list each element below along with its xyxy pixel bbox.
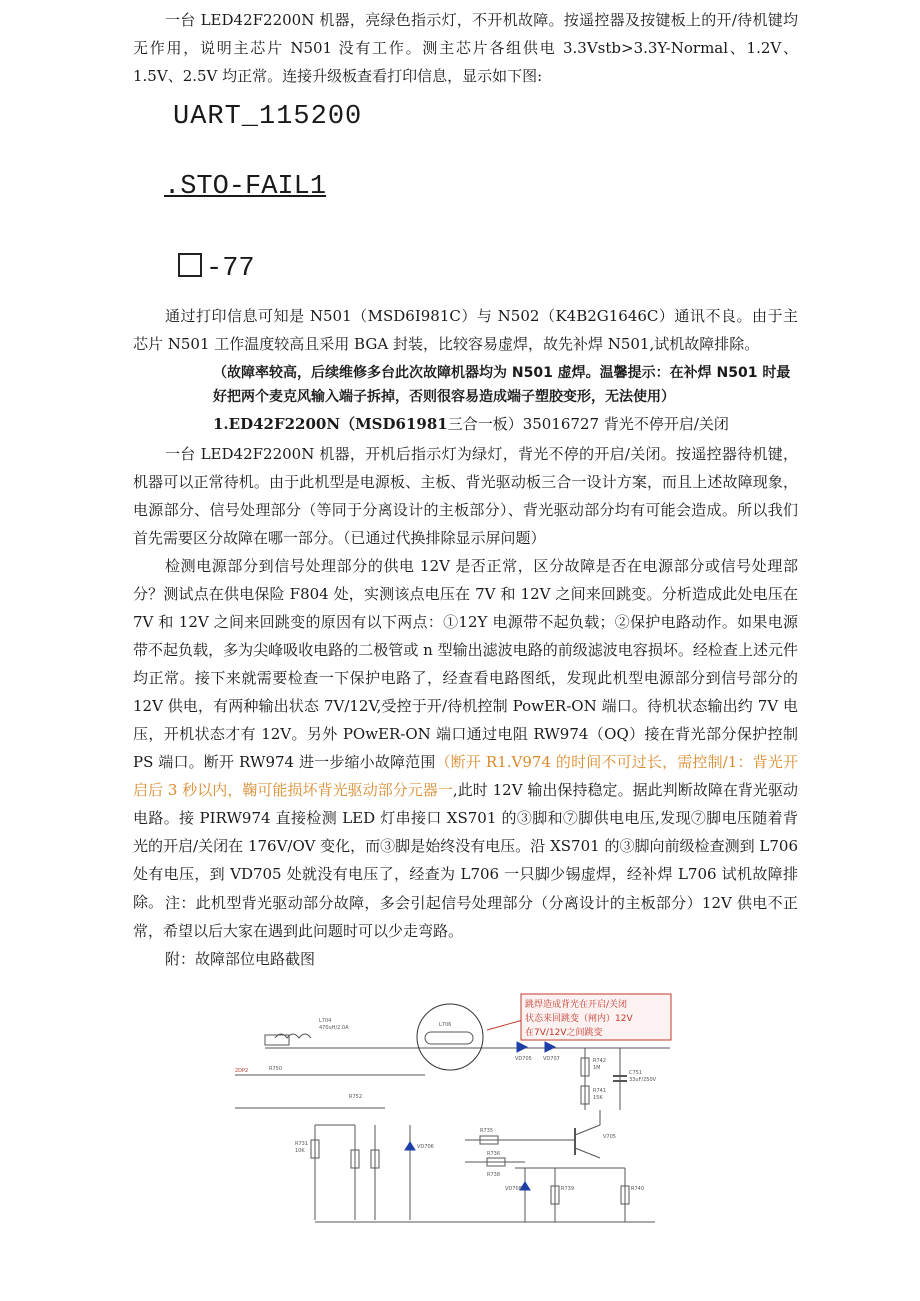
analysis-paragraph: 通过打印信息可知是 N501（MSD6I981C）与 N502（K4B2G1646C）通讯不良。由于主芯片 N501 工作温度较高且采用 BGA 封装，比较容易虚焊，故先补焊 N501,试机故障排除。 xyxy=(133,307,798,353)
case2-paragraph-2 xyxy=(133,552,798,916)
callout-line-1: 跳焊造成背光在开启/关闭 xyxy=(525,1000,628,1010)
case2-title-bold: 1.ED42F2200N（MSD61981 xyxy=(213,415,448,433)
label-vd705: VD705 xyxy=(515,1056,532,1062)
label-r752: R752 xyxy=(349,1094,363,1100)
label-vd708: VD708 xyxy=(505,1186,522,1192)
case2-p2-text-a: 检测电源部分到信号处理部分的供电 12V 是否正常，区分故障是否在电源部分或信号处理部分？测试点在供电保险 F804 处，实测该点电压在 7V 和 12V 之间来回跳变。分析造成此处电压在 7V 和 12V 之间来回跳变的原因有以下两点：①12Y 电源带不起负载；②保护电路动作。如果电源带不起负载，多为尖峰吸收电路的二极管或 n 型输出滤波电路的前级滤波电容损坏。经检查上述元件均正常。接下来就需要检查一下保护电路了，经查看电路图纸，发现此机型电源部分到信号部分的 12V 供电，有两种输出状态 7V/12V,受控于开/待机控制 PowER-ON 端口。待机状态输出约 7V 电压，开机状态才有 12V。另外 POwER-ON 端口通过电阻 RW974（OQ）接在背光部分保护控制 PS 端口。断开 RW974 进一步缩小故障范围 xyxy=(133,557,798,771)
vd706-diode-symbol xyxy=(405,1142,415,1150)
unknown-glyph-box xyxy=(178,253,202,277)
callout-line-2: 状态来回跳变（闸内）12V xyxy=(525,1014,633,1024)
vd707-diode-symbol xyxy=(545,1042,555,1052)
label-r731-value: 10K xyxy=(295,1148,305,1154)
maintenance-note: （故障率较高，后续维修多台此次故障机器均为 N501 虚焊。温馨提示：在补焊 N501 时最好把两个麦克风输入端子拆掉，否则很容易造成端子塑胶变形，无法使用） xyxy=(213,365,791,405)
label-r742: R742 xyxy=(593,1058,607,1064)
log-line-sto-fail: .STO-FAIL1 xyxy=(164,172,327,202)
label-r742-value: 1M xyxy=(593,1065,601,1071)
label-r739: R739 xyxy=(561,1186,575,1192)
label-r736: R736 xyxy=(487,1151,501,1157)
label-vd707: VD707 xyxy=(543,1056,560,1062)
vd705-diode-symbol xyxy=(517,1042,527,1052)
callout-arrow xyxy=(487,1020,523,1030)
log-line-77-text: -77 xyxy=(206,254,255,284)
label-2dp2: 2DP2 xyxy=(235,1068,249,1074)
log-line-uart: UART_115200 xyxy=(173,102,363,132)
case2-p2-text-b: ,此时 12V 输出保持稳定。据此判断故障在背光驱动电路。接 PIRW974 直接检测 LED 灯串接口 XS701 的③脚和⑦脚供电电压,发现⑦脚电压随着背光的开启/关闭在 176V/OV 变化，而③脚是始终没有电压。沿 XS701 的③脚向前级检查测到 L706 处有电压，到 VD705 处就没有电压了，经查为 L706 一只脚少锡虚焊，经补焊 L706 试机故障排除。 xyxy=(133,781,798,911)
label-c751: C751 xyxy=(629,1070,643,1076)
label-c751-value: 33uF/250V xyxy=(629,1077,657,1083)
case2-paragraph-1: 一台 LED42F2200N 机器，开机后指示灯为绿灯，背光不停的开启/关闭。按遥控器待机键，机器可以正常待机。由于此机型是电源板、主板、背光驱动板三合一设计方案，而且上述故障现象，电源部分、信号处理部分（等同于分离设计的主板部分）、背光驱动部分均有可能会造成。所以我们首先需要区分故障在哪一部分。（已通过代换排除显示屏问题） xyxy=(133,445,798,547)
label-l706: L706 xyxy=(439,1022,452,1028)
label-r738: R738 xyxy=(487,1172,501,1178)
appendix-label: 附：故障部位电路截图 xyxy=(165,950,316,968)
case2-p2-warning: （断开 R1.V974 的时间不可过长，需控制/1：背光开启后 3 秒以内，鞠可能损坏背光驱动部分元器一 xyxy=(133,753,798,799)
v705-drain xyxy=(575,1125,600,1135)
label-l704: L704 xyxy=(319,1018,332,1024)
label-r750: R750 xyxy=(269,1066,283,1072)
l706-inductor-symbol xyxy=(425,1032,473,1044)
label-r740: R740 xyxy=(631,1186,645,1192)
circuit-diagram xyxy=(225,990,675,1230)
label-l704-value: 470uH/2.0A xyxy=(319,1025,349,1031)
label-r731: R731 xyxy=(295,1141,309,1147)
label-vd706: VD706 xyxy=(417,1144,434,1150)
log-line-77 xyxy=(178,253,255,284)
label-r735: R735 xyxy=(480,1128,494,1134)
label-v705: V705 xyxy=(603,1134,616,1140)
note-paragraph: 注：此机型背光驱动部分故障，多会引起信号处理部分（分离设计的主板部分）12V 供电不正常，希望以后大家在遇到此问题时可以少走弯路。 xyxy=(133,894,798,940)
intro-paragraph: 一台 LED42F2200N 机器，亮绿色指示灯，不开机故障。按遥控器及按键板上的开/待机键均无作用，说明主芯片 N501 没有工作。测主芯片各组供电 3.3Vstb>3.3Y-Normal、1.2V、1.5V、2.5V 均正常。连接升级板查看打印信息，显示如下图: xyxy=(133,11,798,85)
case2-title-rest: 三合一板）35016727 背光不停开启/关闭 xyxy=(447,415,729,433)
label-r741: R741 xyxy=(593,1088,607,1094)
label-r741-value: 15K xyxy=(593,1095,603,1101)
case2-title xyxy=(213,412,729,436)
v705-source xyxy=(575,1148,600,1158)
callout-line-3: 在7V/12V之间跳变 xyxy=(525,1028,603,1038)
